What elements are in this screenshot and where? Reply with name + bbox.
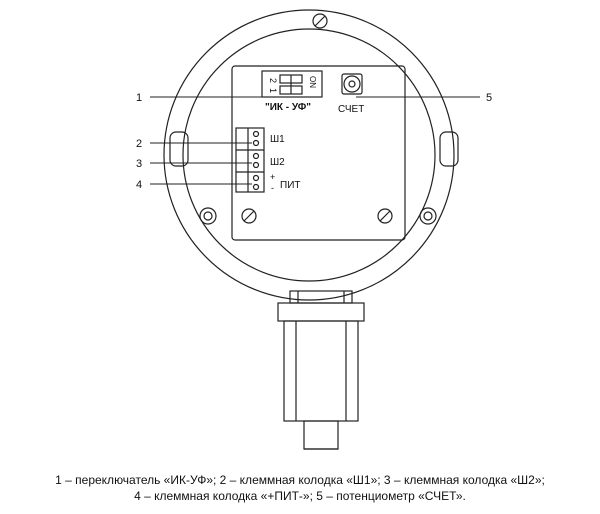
- cable-gland: [278, 291, 364, 449]
- caption-line-1: 1 – переключатель «ИК-УФ»; 2 – клеммная колодка «Ш1»; 3 – клеммная колодка «Ш2»;: [55, 473, 545, 487]
- switch-pos-1: 1: [268, 88, 278, 94]
- switch-on-label: ON: [308, 76, 317, 88]
- callout-number-4: 4: [136, 179, 143, 191]
- terminal-minus: -: [271, 183, 274, 193]
- housing-outer-ring: [164, 10, 454, 300]
- callout-number-2: 2: [136, 138, 143, 150]
- terminal-block: [236, 128, 264, 192]
- terminal-label-sh1: Ш1: [270, 134, 285, 145]
- housing-screw-right: [420, 208, 436, 224]
- right-lug: [440, 132, 458, 166]
- housing-screw-top: [313, 14, 327, 28]
- potentiometer-label: СЧЕТ: [338, 104, 365, 115]
- housing-inner-ring: [183, 29, 435, 281]
- callout-number-5: 5: [486, 92, 493, 104]
- switch-pos-2: 2: [268, 78, 278, 84]
- plate-screw-left: [242, 209, 256, 223]
- callout-number-3: 3: [136, 158, 143, 170]
- caption-line-2: 4 – клеммная колодка «+ПИТ-»; 5 – потенциометр «СЧЕТ».: [134, 489, 466, 503]
- left-lug: [170, 132, 188, 166]
- switch-label: "ИК - УФ": [265, 102, 312, 113]
- terminal-label-sh2: Ш2: [270, 157, 285, 168]
- potentiometer-knob: [342, 74, 362, 94]
- terminal-plus: +: [270, 172, 276, 182]
- plate-screw-right: [378, 209, 392, 223]
- mounting-plate: [232, 66, 405, 240]
- callout-number-1: 1: [136, 92, 143, 104]
- housing-screw-left: [200, 208, 216, 224]
- terminal-label-pit: ПИТ: [280, 180, 301, 191]
